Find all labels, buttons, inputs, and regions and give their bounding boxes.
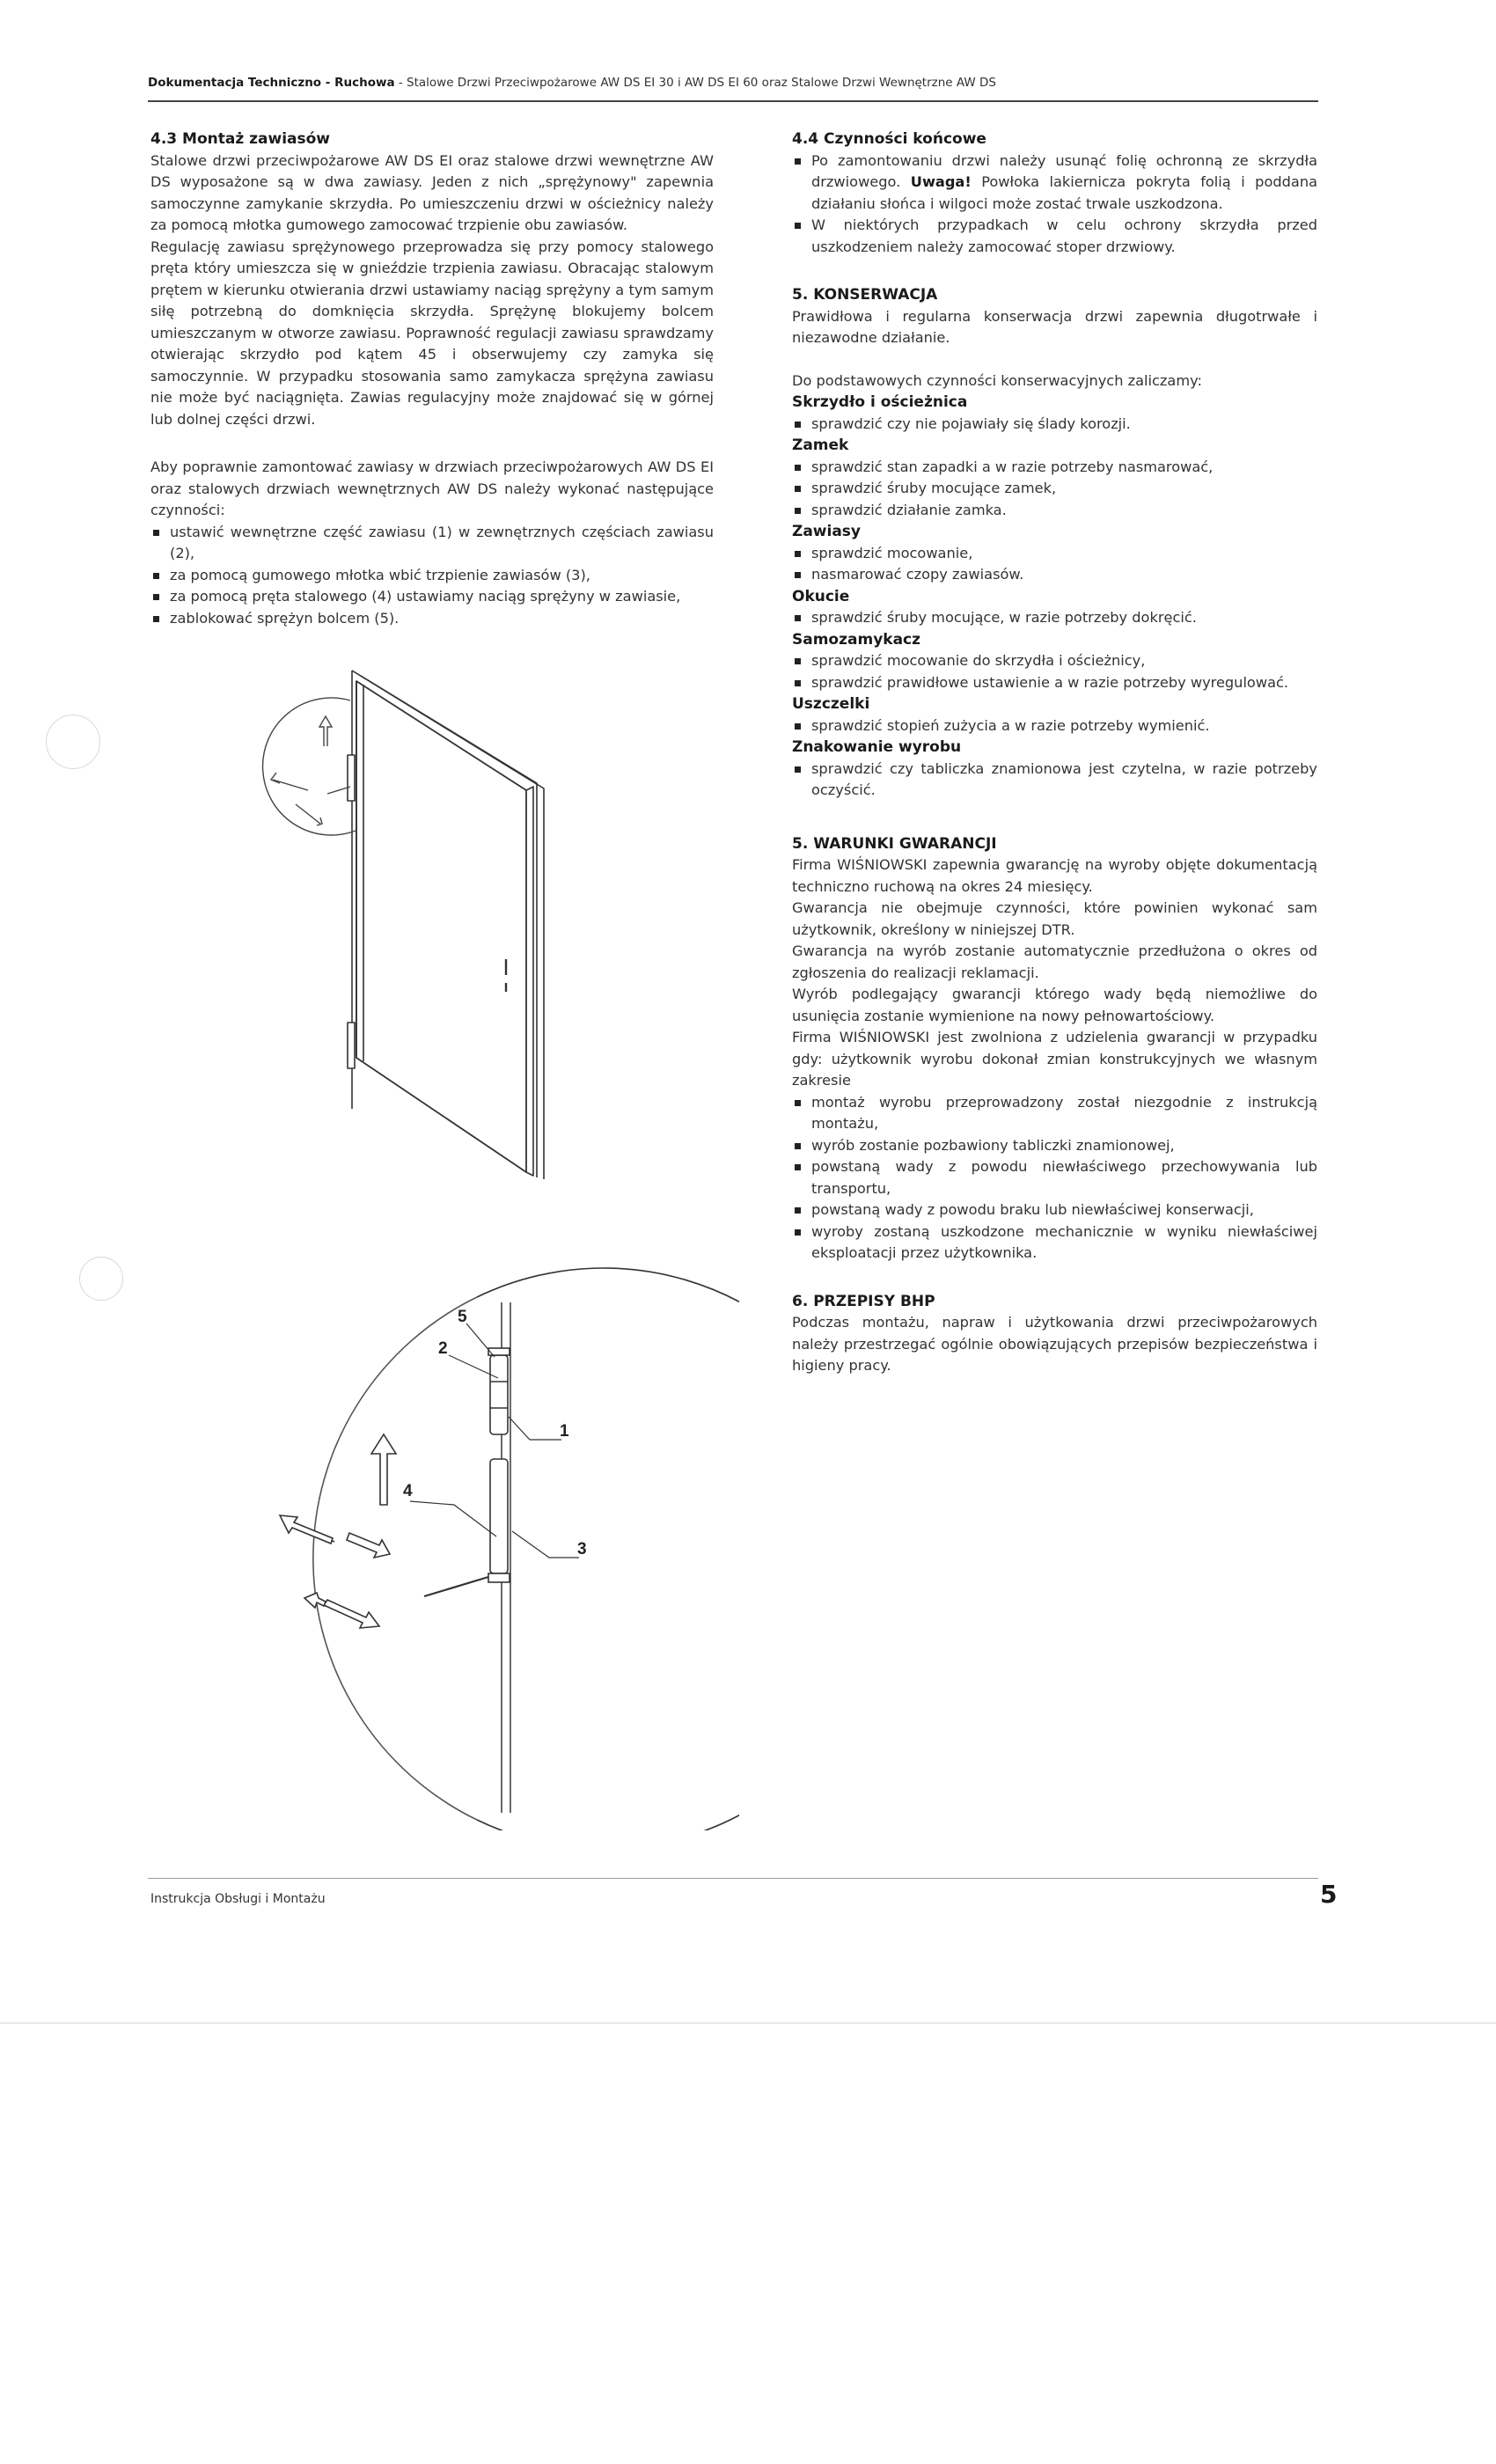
page-number: 5 [1320, 1880, 1338, 1909]
list-item: W niektórych przypadkach w celu ochrony skrzydła przed uszkodzeniem należy zamocować stoper drzwiowy. [792, 215, 1317, 258]
gwarancja-paragraph-1: Firma WIŚNIOWSKI zapewnia gwarancję na wyroby objęte dokumentacją techniczno ruchową na okres 24 miesięcy. [792, 856, 1317, 895]
list-item: powstaną wady z powodu niewłaściwego przechowywania lub transportu, [792, 1156, 1317, 1199]
list-item: zablokować sprężyn bolcem (5). [150, 608, 714, 630]
scan-page-edge [0, 2022, 1496, 2024]
gwarancja-paragraph-4: Wyrób podlegający gwarancji którego wady będą niemożliwe do usunięcia zostanie wymienione na nowy pełnowartościowy. [792, 986, 1317, 1024]
hinge-detail-illustration [150, 1267, 739, 1830]
callout-1: 1 [560, 1422, 569, 1441]
header-subtitle: - Stalowe Drzwi Przeciwpożarowe AW DS EI 30 i AW DS EI 60 oraz Stalowe Drzwi Wewnętrzne AW DS [394, 76, 996, 90]
callout-5: 5 [458, 1308, 467, 1326]
gwarancja-list [792, 1092, 1317, 1265]
list-item: sprawdzić stan zapadki a w razie potrzeby nasmarować, [792, 457, 1317, 479]
group-list [792, 457, 1317, 522]
list-item: wyroby zostaną uszkodzone mechanicznie w wyniku niewłaściwej eksploatacji przez użytkownika. [792, 1221, 1317, 1265]
list-item: sprawdzić czy nie pojawiały się ślady korozji. [792, 414, 1317, 436]
group-title: Zawiasy [792, 523, 862, 540]
group-list [792, 650, 1317, 693]
group-list [792, 414, 1317, 436]
section-4-4-title: 4.4 Czynności końcowe [792, 130, 986, 148]
group-title: Uszczelki [792, 695, 870, 713]
section-4-3-paragraph-3: Aby poprawnie zamontować zawiasy w drzwiach przeciwpożarowych AW DS EI oraz stalowych drzwiach wewnętrznych AW DS należy wykonać następujące czynności: [150, 458, 714, 518]
list-item: sprawdzić czy tabliczka znamionowa jest czytelna, w razie potrzeby oczyścić. [792, 759, 1317, 802]
section-5-gwarancja-title: 5. WARUNKI GWARANCJI [792, 834, 997, 853]
binder-hole-bottom [79, 1257, 123, 1301]
group-list [792, 715, 1317, 737]
group-title: Zamek [792, 436, 849, 454]
group-list [792, 607, 1317, 629]
list-item: nasmarować czopy zawiasów. [792, 564, 1317, 586]
page-header [148, 76, 1318, 90]
list-item: sprawdzić śruby mocujące, w razie potrzeby dokręcić. [792, 607, 1317, 629]
callout-3: 3 [577, 1540, 587, 1558]
list-item: wyrób zostanie pozbawiony tabliczki znamionowej, [792, 1135, 1317, 1157]
list-item: sprawdzić mocowanie do skrzydła i ościeżnicy, [792, 650, 1317, 672]
section-4-3-steps [150, 522, 714, 630]
left-column [150, 128, 714, 629]
section-5-konserwacja-title: 5. KONSERWACJA [792, 286, 938, 304]
item-text: Po zamontowaniu drzwi należy usunąć folię ochronną ze skrzydła drzwiowego. [811, 151, 1317, 190]
konserwacja-paragraph-1: Prawidłowa i regularna konserwacja drzwi zapewnia długotrwałe i niezawodne działanie. [792, 307, 1317, 346]
footer-title: Instrukcja Obsługi i Montażu [150, 1892, 326, 1906]
section-4-4-list [792, 150, 1317, 259]
detail-circle-arc [477, 1268, 739, 1830]
group-list [792, 759, 1317, 802]
section-4-3-paragraph-2: Regulację zawiasu sprężynowego przeprowadza się przy pomocy stalowego pręta który umieszcza się w gnieździe trzpienia zawiasu. Obracając stalowym prętem w kierunku otwierania drzwi ustawiamy naciąg sprężyny a tym samym siłę potrzebną do domknięcia skrzydła. Sprężynę blokujemy bolcem umieszczanym w otworze zawiasu. Poprawność regulacji zawiasu sprawdzamy otwierając skrzydło pod kątem 45 i obserwujemy czy zamyka się samoczynnie. W przypadku stosowania samo zamykacza sprężyna zawiasu nie może być naciągnięta. Zawias regulacyjny może znajdować się w górnej lub dolnej części drzwi. [150, 238, 714, 428]
group-title: Skrzydło i ościeżnica [792, 393, 968, 411]
section-6-title: 6. PRZEPISY BHP [792, 1292, 935, 1310]
list-item: sprawdzić mocowanie, [792, 543, 1317, 565]
callout-2: 2 [438, 1339, 448, 1358]
header-title: Dokumentacja Techniczno - Ruchowa [148, 76, 395, 90]
gwarancja-paragraph-2: Gwarancja nie obejmuje czynności, które powinien wykonać sam użytkownik, określony w niniejszej DTR. [792, 899, 1317, 938]
list-item: ustawić wewnętrzne część zawiasu (1) w zewnętrznych częściach zawiasu (2), [150, 522, 714, 565]
list-item: sprawdzić prawidłowe ustawienie a w razie potrzeby wyregulować. [792, 672, 1317, 694]
group-title: Samozamykacz [792, 630, 921, 649]
list-item: montaż wyrobu przeprowadzony został niezgodnie z instrukcją montażu, [792, 1092, 1317, 1135]
list-item: za pomocą pręta stalowego (4) ustawiamy naciąg sprężyny w zawiasie, [150, 586, 714, 608]
section-4-3-paragraph-1: Stalowe drzwi przeciwpożarowe AW DS EI oraz stalowe drzwi wewnętrzne AW DS wyposażone są w dwa zawiasy. Jeden z nich „sprężynowy" zapewnia samoczynne zamykanie skrzydła. Po umieszczeniu drzwi w ościeżnicy należy za pomocą młotka gumowego zamocować trzpienie obu zawiasów. [150, 151, 714, 233]
list-item: sprawdzić śruby mocujące zamek, [792, 478, 1317, 500]
list-item: powstaną wady z powodu braku lub niewłaściwej konserwacji, [792, 1199, 1317, 1221]
list-item: sprawdzić działanie zamka. [792, 500, 1317, 522]
list-item [792, 150, 1317, 216]
group-list [792, 543, 1317, 586]
group-title: Okucie [792, 587, 850, 605]
group-title: Znakowanie wyrobu [792, 738, 962, 756]
footer-divider [148, 1878, 1318, 1879]
bhp-paragraph: Podczas montażu, napraw i użytkowania drzwi przeciwpożarowych należy przestrzegać ogólnie obowiązujących przepisów bezpieczeństwa i higieny pracy. [792, 1314, 1317, 1374]
callout-4: 4 [403, 1482, 413, 1500]
list-item: sprawdzić stopień zużycia a w razie potrzeby wymienić. [792, 715, 1317, 737]
item-text: Powłoka lakiernicza pokryta folią i poddana działaniu słońca i wilgoci może zostać trwale uszkodzona. [811, 173, 1318, 212]
list-item: za pomocą gumowego młotka wbić trzpienie zawiasów (3), [150, 565, 714, 587]
right-column [792, 128, 1317, 1377]
binder-hole-top [46, 715, 100, 769]
gwarancja-paragraph-5: Firma WIŚNIOWSKI jest zwolniona z udzielenia gwarancji w przypadku gdy: użytkownik wyrobu dokonał zmian konstrukcyjnych we własnym zakresie [792, 1029, 1317, 1089]
section-4-3-title: 4.3 Montaż zawiasów [150, 130, 331, 148]
header-divider [148, 100, 1318, 102]
warning-label: Uwaga! [910, 173, 972, 190]
door-illustration [246, 669, 563, 1179]
konserwacja-paragraph-2: Do podstawowych czynności konserwacyjnych zaliczamy: [792, 371, 1202, 389]
gwarancja-paragraph-3: Gwarancja na wyrób zostanie automatycznie przedłużona o okres od zgłoszenia do realizacji reklamacji. [792, 942, 1317, 981]
